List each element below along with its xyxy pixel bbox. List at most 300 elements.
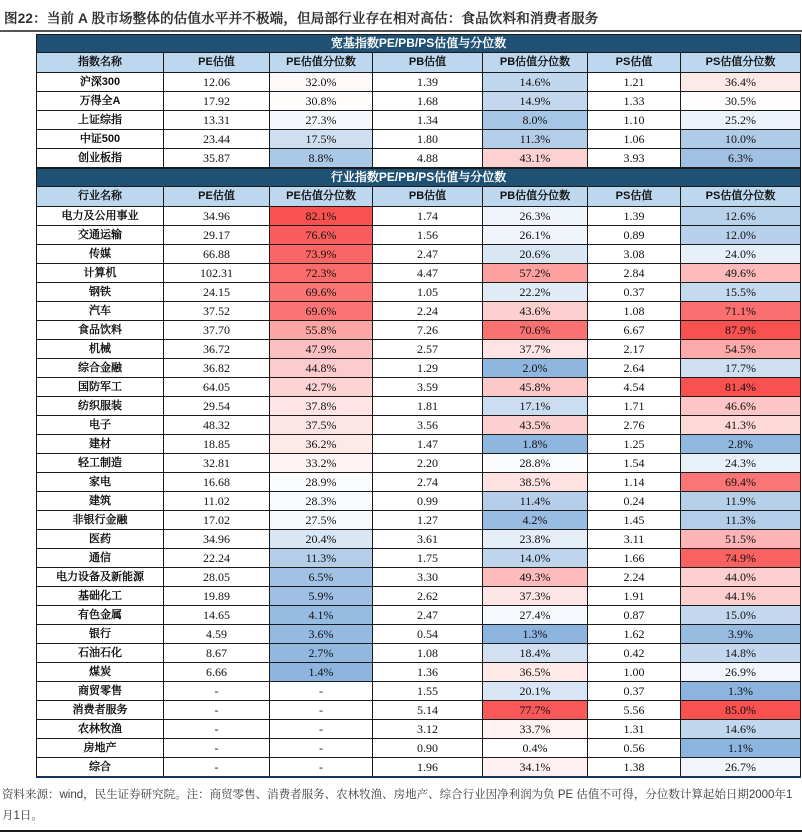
table-row	[37, 245, 801, 264]
value-cell: 3.12	[373, 720, 483, 739]
col-header-index-name: 指数名称	[37, 53, 164, 73]
percentile-cell: -	[270, 739, 373, 758]
percentile-cell: 55.8%	[270, 321, 373, 340]
value-cell: 17.02	[164, 511, 270, 530]
row-label: 电子	[37, 416, 164, 435]
percentile-cell: 11.3%	[681, 511, 801, 530]
value-cell: 4.88	[373, 149, 483, 168]
value-cell: 66.88	[164, 245, 270, 264]
value-cell: 3.08	[588, 245, 681, 264]
percentile-cell: 36.2%	[270, 435, 373, 454]
col-header-pe: PE估值	[164, 187, 270, 207]
value-cell: 16.68	[164, 473, 270, 492]
value-cell: 7.26	[373, 321, 483, 340]
row-label: 轻工制造	[37, 454, 164, 473]
table-row	[37, 378, 801, 397]
value-cell: 2.62	[373, 587, 483, 606]
value-cell: 64.05	[164, 378, 270, 397]
percentile-cell: 25.2%	[681, 111, 801, 130]
value-cell: 1.81	[373, 397, 483, 416]
value-cell: 3.56	[373, 416, 483, 435]
percentile-cell: 57.2%	[483, 264, 588, 283]
percentile-cell: 20.1%	[483, 682, 588, 701]
row-label: 银行	[37, 625, 164, 644]
percentile-cell: -	[270, 701, 373, 720]
value-cell: 1.08	[373, 644, 483, 663]
value-cell: 19.89	[164, 587, 270, 606]
row-label: 商贸零售	[37, 682, 164, 701]
value-cell: 0.24	[588, 492, 681, 511]
row-label: 创业板指	[37, 149, 164, 168]
row-label: 综合	[37, 758, 164, 778]
value-cell: 18.85	[164, 435, 270, 454]
value-cell: 0.54	[373, 625, 483, 644]
source-note: 资料来源：wind，民生证券研究院。注：商贸零售、消费者服务、农林牧渔、房地产、综合行业因净利润为负 PE 估值不可得，分位数计算起始日期2000年1月1日。	[2, 789, 793, 823]
table-row	[37, 207, 801, 226]
value-cell: 1.96	[373, 758, 483, 778]
value-cell: 17.92	[164, 92, 270, 111]
value-cell: 5.56	[588, 701, 681, 720]
percentile-cell: 14.8%	[681, 644, 801, 663]
percentile-cell: 14.6%	[681, 720, 801, 739]
percentile-cell: 44.1%	[681, 587, 801, 606]
percentile-cell: 51.5%	[681, 530, 801, 549]
broad-index-table-body	[37, 73, 801, 168]
col-header-ps-pct: PS估值分位数	[681, 53, 801, 73]
percentile-cell: 20.4%	[270, 530, 373, 549]
percentile-cell: 43.6%	[483, 302, 588, 321]
percentile-cell: 1.3%	[483, 625, 588, 644]
col-header-pb: PB估值	[373, 53, 483, 73]
percentile-cell: 37.5%	[270, 416, 373, 435]
row-label: 上证综指	[37, 111, 164, 130]
value-cell: 0.37	[588, 682, 681, 701]
value-cell: 1.38	[588, 758, 681, 778]
row-label: 国防军工	[37, 378, 164, 397]
value-cell: 34.96	[164, 530, 270, 549]
row-label: 计算机	[37, 264, 164, 283]
percentile-cell: 1.8%	[483, 435, 588, 454]
value-cell: 0.37	[588, 283, 681, 302]
value-cell: 1.56	[373, 226, 483, 245]
value-cell: 3.61	[373, 530, 483, 549]
table-row	[37, 701, 801, 720]
percentile-cell: 47.9%	[270, 340, 373, 359]
percentile-cell: -	[270, 758, 373, 778]
percentile-cell: 46.6%	[681, 397, 801, 416]
row-label: 建材	[37, 435, 164, 454]
value-cell: 24.15	[164, 283, 270, 302]
value-cell: -	[164, 758, 270, 778]
row-label: 沪深300	[37, 73, 164, 92]
value-cell: 1.68	[373, 92, 483, 111]
percentile-cell: 4.2%	[483, 511, 588, 530]
table-row	[37, 264, 801, 283]
percentile-cell: 6.5%	[270, 568, 373, 587]
percentile-cell: 22.2%	[483, 283, 588, 302]
table-row	[37, 435, 801, 454]
value-cell: 1.21	[588, 73, 681, 92]
value-cell: 0.87	[588, 606, 681, 625]
value-cell: 35.87	[164, 149, 270, 168]
col-header-pe: PE估值	[164, 53, 270, 73]
percentile-cell: 69.6%	[270, 283, 373, 302]
value-cell: 29.17	[164, 226, 270, 245]
value-cell: 2.24	[588, 568, 681, 587]
value-cell: 29.54	[164, 397, 270, 416]
value-cell: 0.56	[588, 739, 681, 758]
row-label: 电力及公用事业	[37, 207, 164, 226]
percentile-cell: 26.1%	[483, 226, 588, 245]
col-header-ps-pct: PS估值分位数	[681, 187, 801, 207]
value-cell: 0.90	[373, 739, 483, 758]
value-cell: 0.42	[588, 644, 681, 663]
percentile-cell: -	[270, 682, 373, 701]
percentile-cell: 11.9%	[681, 492, 801, 511]
percentile-cell: 38.5%	[483, 473, 588, 492]
percentile-cell: 14.6%	[483, 73, 588, 92]
value-cell: 1.00	[588, 663, 681, 682]
table-row	[37, 473, 801, 492]
value-cell: 4.47	[373, 264, 483, 283]
table-row	[37, 416, 801, 435]
table-row	[37, 758, 801, 778]
row-label: 家电	[37, 473, 164, 492]
percentile-cell: 1.3%	[681, 682, 801, 701]
percentile-cell: 43.1%	[483, 149, 588, 168]
col-header-pb-pct: PB估值分位数	[483, 53, 588, 73]
value-cell: -	[164, 682, 270, 701]
valuation-tables	[36, 34, 800, 778]
percentile-cell: 41.3%	[681, 416, 801, 435]
percentile-cell: 73.9%	[270, 245, 373, 264]
percentile-cell: 27.4%	[483, 606, 588, 625]
value-cell: 23.44	[164, 130, 270, 149]
row-label: 中证500	[37, 130, 164, 149]
table-band	[37, 35, 801, 53]
value-cell: 1.39	[373, 73, 483, 92]
percentile-cell: 0.4%	[483, 739, 588, 758]
figure-title: 图22：当前 A 股市场整体的估值水平并不极端，但局部行业存在相对高估：食品饮料和消费者服务	[0, 0, 802, 32]
percentile-cell: 4.1%	[270, 606, 373, 625]
percentile-cell: 12.0%	[681, 226, 801, 245]
value-cell: 1.06	[588, 130, 681, 149]
table-band-title: 宽基指数PE/PB/PS估值与分位数	[37, 35, 801, 53]
table-row	[37, 302, 801, 321]
row-label: 综合金融	[37, 359, 164, 378]
percentile-cell: 2.8%	[681, 435, 801, 454]
value-cell: 1.08	[588, 302, 681, 321]
row-label: 石油石化	[37, 644, 164, 663]
row-label: 电力设备及新能源	[37, 568, 164, 587]
percentile-cell: 32.0%	[270, 73, 373, 92]
value-cell: 11.02	[164, 492, 270, 511]
percentile-cell: 76.6%	[270, 226, 373, 245]
percentile-cell: 26.7%	[681, 758, 801, 778]
value-cell: 1.36	[373, 663, 483, 682]
value-cell: 36.82	[164, 359, 270, 378]
value-cell: 32.81	[164, 454, 270, 473]
percentile-cell: 49.3%	[483, 568, 588, 587]
value-cell: 12.06	[164, 73, 270, 92]
value-cell: 2.57	[373, 340, 483, 359]
percentile-cell: 1.1%	[681, 739, 801, 758]
percentile-cell: 14.0%	[483, 549, 588, 568]
value-cell: 3.93	[588, 149, 681, 168]
table-row	[37, 625, 801, 644]
value-cell: 2.20	[373, 454, 483, 473]
table-row	[37, 682, 801, 701]
value-cell: 37.70	[164, 321, 270, 340]
percentile-cell: 77.7%	[483, 701, 588, 720]
percentile-cell: 17.5%	[270, 130, 373, 149]
table-row	[37, 606, 801, 625]
table-row	[37, 492, 801, 511]
row-label: 纺织服装	[37, 397, 164, 416]
percentile-cell: 87.9%	[681, 321, 801, 340]
col-header-pb-pct: PB估值分位数	[483, 187, 588, 207]
percentile-cell: 11.3%	[483, 130, 588, 149]
table-row	[37, 454, 801, 473]
percentile-cell: 30.5%	[681, 92, 801, 111]
percentile-cell: 15.5%	[681, 283, 801, 302]
value-cell: 2.24	[373, 302, 483, 321]
table-row	[37, 359, 801, 378]
table-row	[37, 73, 801, 92]
value-cell: 1.34	[373, 111, 483, 130]
value-cell: 1.27	[373, 511, 483, 530]
percentile-cell: 11.4%	[483, 492, 588, 511]
value-cell: 6.67	[588, 321, 681, 340]
percentile-cell: 28.3%	[270, 492, 373, 511]
percentile-cell: 43.5%	[483, 416, 588, 435]
value-cell: 2.47	[373, 606, 483, 625]
value-cell: 1.25	[588, 435, 681, 454]
percentile-cell: 37.7%	[483, 340, 588, 359]
percentile-cell: 74.9%	[681, 549, 801, 568]
row-label: 交通运输	[37, 226, 164, 245]
percentile-cell: 30.8%	[270, 92, 373, 111]
table-row	[37, 530, 801, 549]
percentile-cell: 33.2%	[270, 454, 373, 473]
row-label: 农林牧渔	[37, 720, 164, 739]
percentile-cell: 8.0%	[483, 111, 588, 130]
value-cell: 1.91	[588, 587, 681, 606]
value-cell: 2.47	[373, 245, 483, 264]
table-row	[37, 663, 801, 682]
value-cell: 1.74	[373, 207, 483, 226]
value-cell: 22.24	[164, 549, 270, 568]
value-cell: 2.74	[373, 473, 483, 492]
table-row	[37, 397, 801, 416]
percentile-cell: 2.7%	[270, 644, 373, 663]
table-row	[37, 111, 801, 130]
value-cell: -	[164, 701, 270, 720]
percentile-cell: 2.0%	[483, 359, 588, 378]
percentile-cell: 26.9%	[681, 663, 801, 682]
value-cell: 1.14	[588, 473, 681, 492]
percentile-cell: 70.6%	[483, 321, 588, 340]
row-label: 房地产	[37, 739, 164, 758]
col-header-ps: PS估值	[588, 53, 681, 73]
percentile-cell: 27.5%	[270, 511, 373, 530]
percentile-cell: 15.0%	[681, 606, 801, 625]
row-label: 传媒	[37, 245, 164, 264]
table-row	[37, 549, 801, 568]
percentile-cell: 28.8%	[483, 454, 588, 473]
percentile-cell: 23.8%	[483, 530, 588, 549]
row-label: 食品饮料	[37, 321, 164, 340]
percentile-cell: 17.1%	[483, 397, 588, 416]
value-cell: 102.31	[164, 264, 270, 283]
col-header-ps: PS估值	[588, 187, 681, 207]
bottom-divider	[0, 830, 802, 832]
value-cell: 48.32	[164, 416, 270, 435]
table-row	[37, 511, 801, 530]
value-cell: 1.29	[373, 359, 483, 378]
value-cell: 4.54	[588, 378, 681, 397]
percentile-cell: 34.1%	[483, 758, 588, 778]
percentile-cell: 44.0%	[681, 568, 801, 587]
value-cell: 1.80	[373, 130, 483, 149]
row-label: 汽车	[37, 302, 164, 321]
value-cell: 1.66	[588, 549, 681, 568]
percentile-cell: 11.3%	[270, 549, 373, 568]
table-row	[37, 340, 801, 359]
industry-table-body	[37, 207, 801, 778]
value-cell: 3.11	[588, 530, 681, 549]
percentile-cell: 85.0%	[681, 701, 801, 720]
percentile-cell: 33.7%	[483, 720, 588, 739]
value-cell: 2.84	[588, 264, 681, 283]
value-cell: 1.45	[588, 511, 681, 530]
percentile-cell: 6.3%	[681, 149, 801, 168]
percentile-cell: 3.6%	[270, 625, 373, 644]
value-cell: 28.05	[164, 568, 270, 587]
percentile-cell: 45.8%	[483, 378, 588, 397]
value-cell: 13.31	[164, 111, 270, 130]
percentile-cell: 14.9%	[483, 92, 588, 111]
table-row	[37, 321, 801, 340]
row-label: 煤炭	[37, 663, 164, 682]
value-cell: 1.47	[373, 435, 483, 454]
row-label: 有色金属	[37, 606, 164, 625]
table-row	[37, 587, 801, 606]
percentile-cell: 71.1%	[681, 302, 801, 321]
industry-valuation-table	[36, 168, 801, 778]
value-cell: 6.66	[164, 663, 270, 682]
percentile-cell: 54.5%	[681, 340, 801, 359]
value-cell: 1.54	[588, 454, 681, 473]
percentile-cell: 69.4%	[681, 473, 801, 492]
table-row	[37, 149, 801, 168]
row-label: 医药	[37, 530, 164, 549]
value-cell: 1.05	[373, 283, 483, 302]
row-label: 通信	[37, 549, 164, 568]
percentile-cell: 10.0%	[681, 130, 801, 149]
row-label: 建筑	[37, 492, 164, 511]
row-label: 非银行金融	[37, 511, 164, 530]
percentile-cell: 82.1%	[270, 207, 373, 226]
table-band	[37, 169, 801, 187]
value-cell: 14.65	[164, 606, 270, 625]
value-cell: 3.30	[373, 568, 483, 587]
table-row	[37, 92, 801, 111]
percentile-cell: -	[270, 720, 373, 739]
row-label: 钢铁	[37, 283, 164, 302]
percentile-cell: 1.4%	[270, 663, 373, 682]
value-cell: 0.89	[588, 226, 681, 245]
value-cell: 1.10	[588, 111, 681, 130]
percentile-cell: 28.9%	[270, 473, 373, 492]
value-cell: 2.76	[588, 416, 681, 435]
broad-index-valuation-table	[36, 34, 801, 168]
table-column-headers	[37, 187, 801, 207]
percentile-cell: 18.4%	[483, 644, 588, 663]
table-row	[37, 644, 801, 663]
value-cell: -	[164, 739, 270, 758]
table-row	[37, 568, 801, 587]
value-cell: 1.62	[588, 625, 681, 644]
value-cell: 1.55	[373, 682, 483, 701]
value-cell: 1.39	[588, 207, 681, 226]
value-cell: 37.52	[164, 302, 270, 321]
value-cell: 1.75	[373, 549, 483, 568]
percentile-cell: 69.6%	[270, 302, 373, 321]
percentile-cell: 37.8%	[270, 397, 373, 416]
percentile-cell: 26.3%	[483, 207, 588, 226]
table-row	[37, 130, 801, 149]
percentile-cell: 81.4%	[681, 378, 801, 397]
percentile-cell: 36.5%	[483, 663, 588, 682]
value-cell: 5.14	[373, 701, 483, 720]
col-header-pb: PB估值	[373, 187, 483, 207]
percentile-cell: 27.3%	[270, 111, 373, 130]
table-column-headers	[37, 53, 801, 73]
col-header-pe-pct: PE估值分位数	[270, 187, 373, 207]
percentile-cell: 36.4%	[681, 73, 801, 92]
table-row	[37, 739, 801, 758]
percentile-cell: 20.6%	[483, 245, 588, 264]
value-cell: 1.31	[588, 720, 681, 739]
percentile-cell: 72.3%	[270, 264, 373, 283]
percentile-cell: 3.9%	[681, 625, 801, 644]
percentile-cell: 37.3%	[483, 587, 588, 606]
value-cell: -	[164, 720, 270, 739]
value-cell: 1.33	[588, 92, 681, 111]
table-row	[37, 226, 801, 245]
table-row	[37, 283, 801, 302]
value-cell: 34.96	[164, 207, 270, 226]
row-label: 机械	[37, 340, 164, 359]
value-cell: 2.17	[588, 340, 681, 359]
value-cell: 3.59	[373, 378, 483, 397]
value-cell: 36.72	[164, 340, 270, 359]
percentile-cell: 5.9%	[270, 587, 373, 606]
percentile-cell: 8.8%	[270, 149, 373, 168]
row-label: 万得全A	[37, 92, 164, 111]
percentile-cell: 24.0%	[681, 245, 801, 264]
percentile-cell: 17.7%	[681, 359, 801, 378]
col-header-pe-pct: PE估值分位数	[270, 53, 373, 73]
value-cell: 8.67	[164, 644, 270, 663]
percentile-cell: 42.7%	[270, 378, 373, 397]
row-label: 消费者服务	[37, 701, 164, 720]
col-header-industry-name: 行业名称	[37, 187, 164, 207]
value-cell: 4.59	[164, 625, 270, 644]
value-cell: 1.71	[588, 397, 681, 416]
value-cell: 0.99	[373, 492, 483, 511]
